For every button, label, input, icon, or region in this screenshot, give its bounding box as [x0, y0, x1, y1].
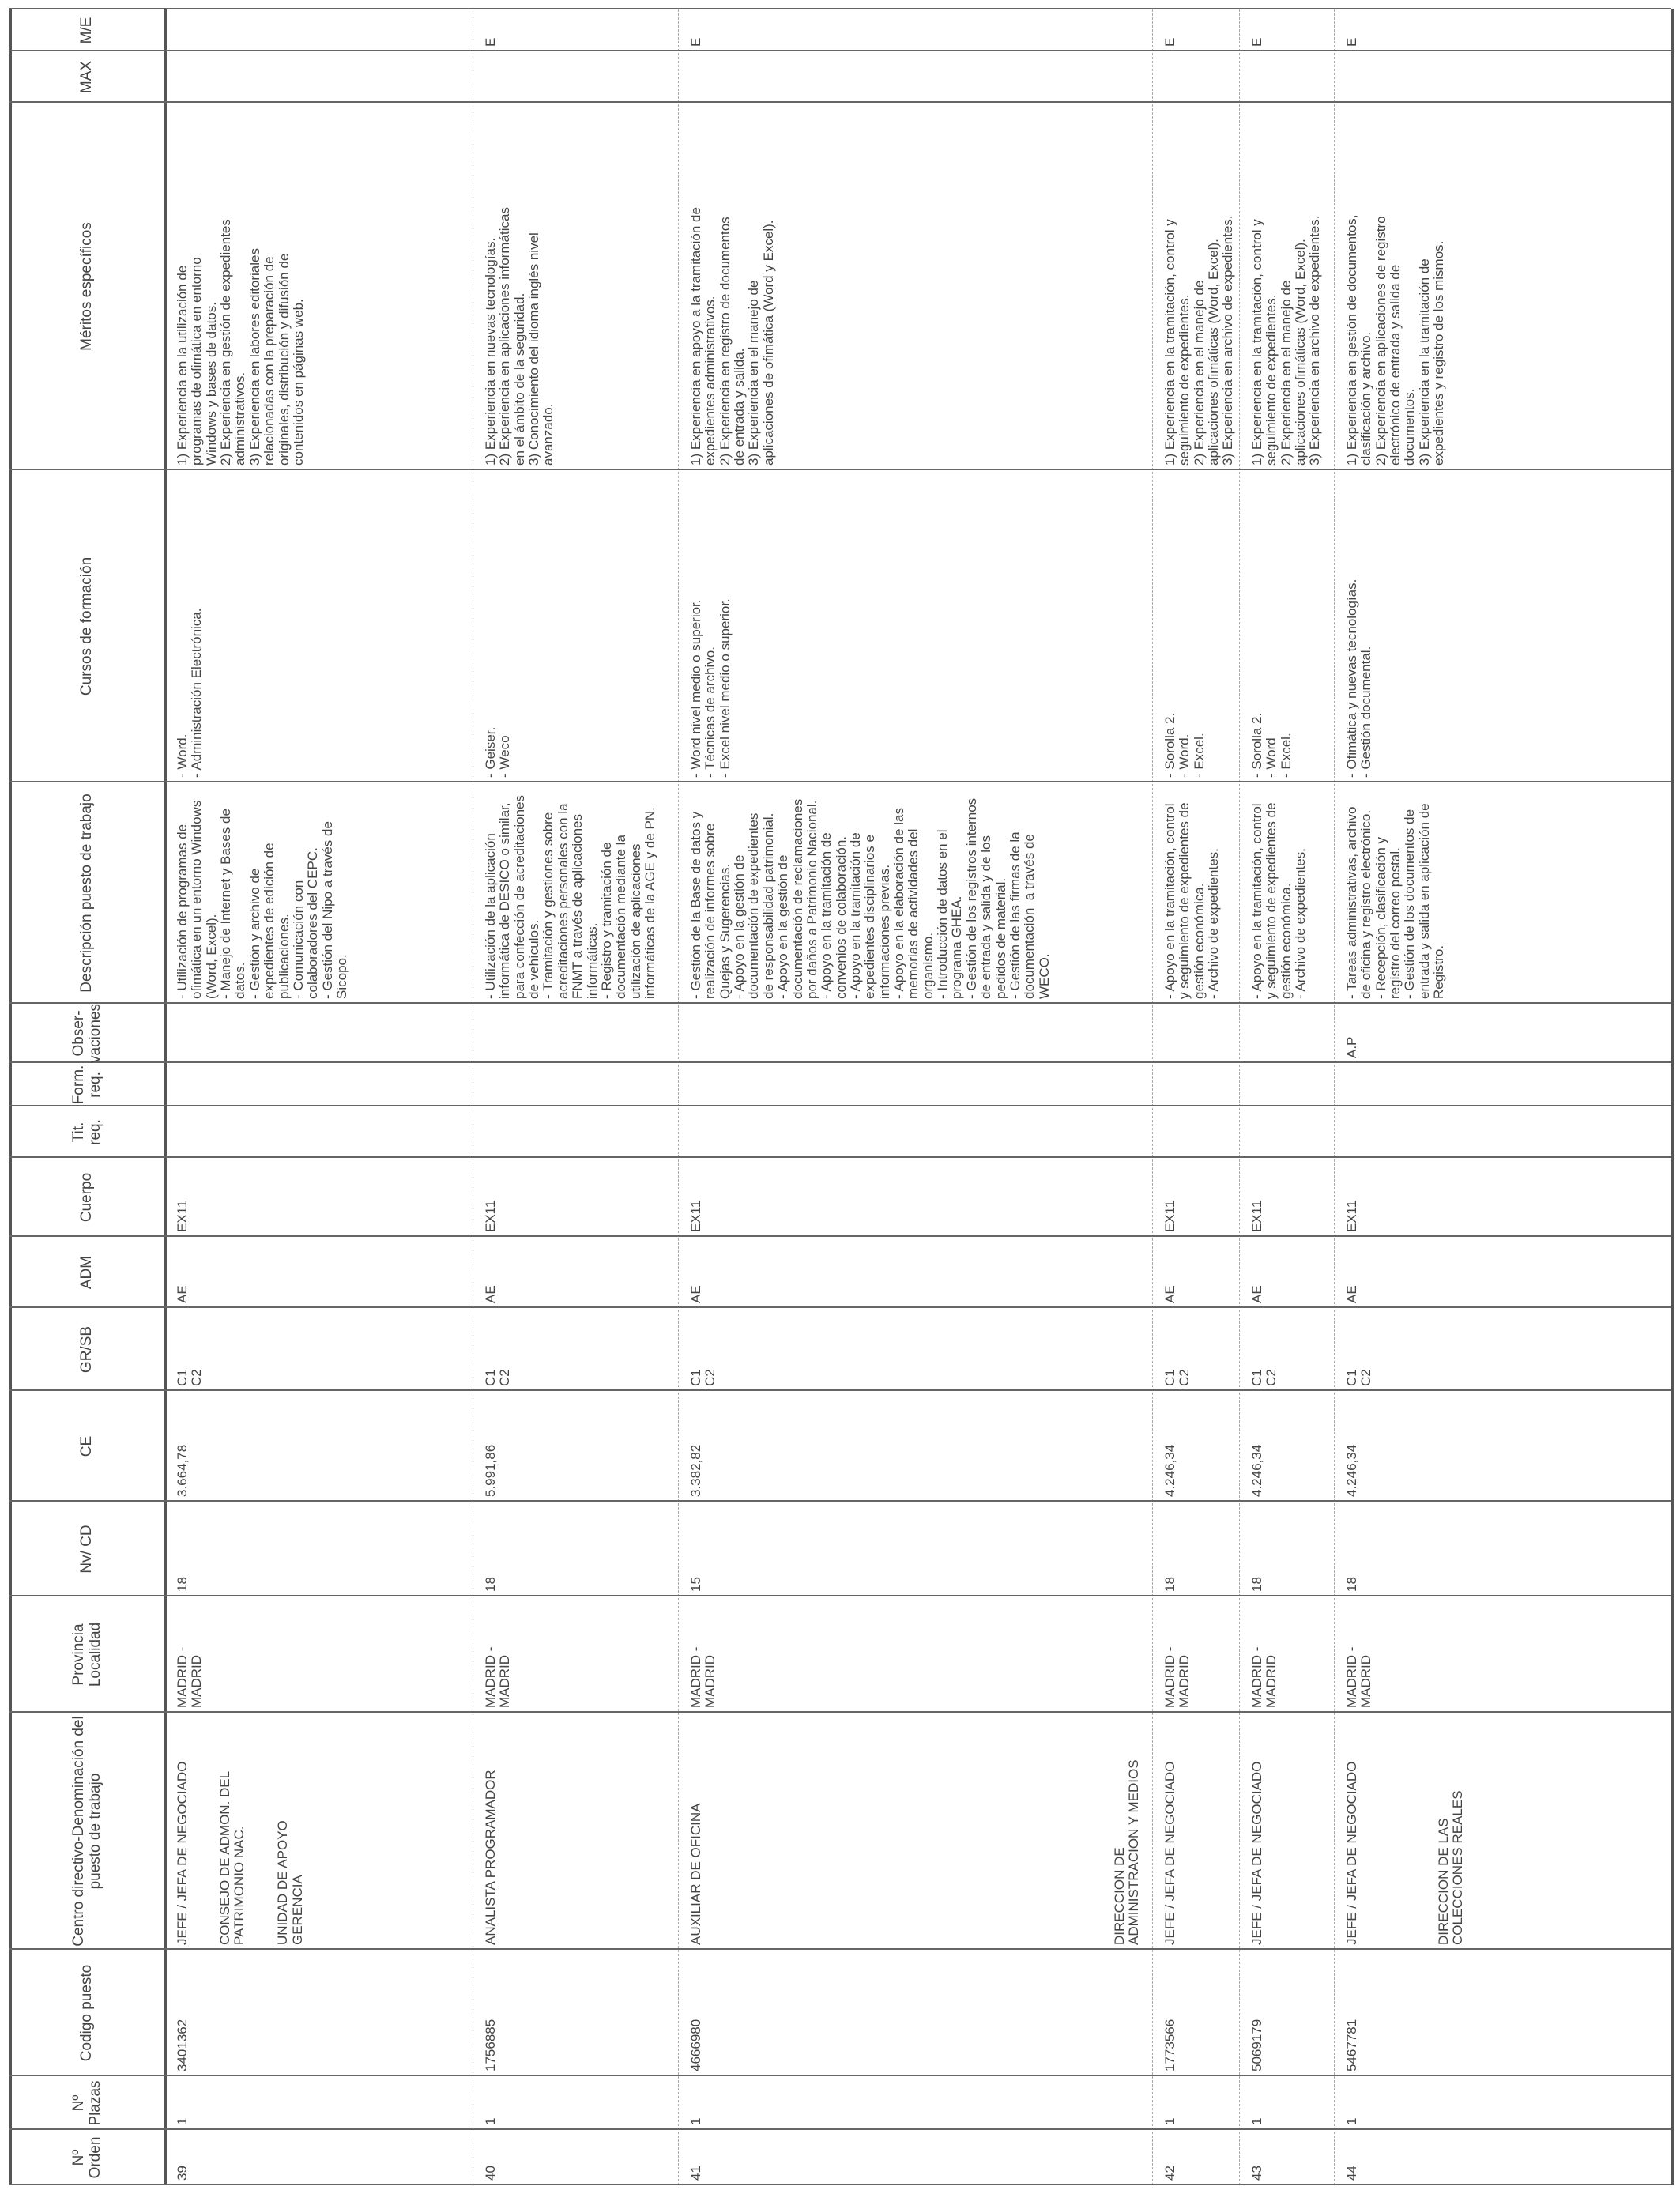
cell-nivel: 18: [1344, 1577, 1359, 1592]
cell-adm: AE: [1162, 1285, 1177, 1303]
header-plazas: Nº Plazas: [70, 2080, 104, 2126]
cell-grupo: C1 C2: [483, 1369, 513, 1386]
cell-cursos: - Ofimática y nuevas tecnologías. - Gestión documental.: [1344, 579, 1374, 778]
header-bottom-border: [164, 9, 167, 2185]
header-adm: ADM: [78, 1255, 96, 1290]
cell-descripcion: - Apoyo en la tramitación, control y seguimiento de expedientes de gestión económica. - Archivo de expedientes.: [1249, 802, 1309, 999]
cell-codigo: 5069179: [1249, 2019, 1264, 2071]
column-divider: [9, 1595, 1671, 1596]
cell-cursos: - Word nivel medio o superior. - Técnicas de archivo. - Excel nivel medio o superior.: [688, 598, 733, 778]
cell-orden: 39: [175, 2166, 190, 2181]
header-obs: Obser-vaciones: [70, 1003, 104, 1063]
header-centro: Centro directivo-Denominación del puesto de trabajo: [70, 1716, 104, 1947]
column-divider: [9, 2184, 1671, 2185]
cell-me: E: [1162, 37, 1177, 47]
cell-meritos: 1) Experiencia en la tramitación, control y seguimiento de expedientes. 2) Experiencia en el manejo de aplicaciones ofimáticas (Word, Excel). 3) Experiencia en archivo de expedientes.: [1162, 215, 1236, 466]
cell-cursos: - Sorolla 2. - Word. - Excel.: [1162, 712, 1207, 778]
column-divider: [9, 101, 1671, 103]
cell-descripcion: - Gestión de la Base de datos y realización de informes sobre Quejas y Sugerencias. - Apoyo en la gestión de documentación de expedientes de responsabilidad patrimonial. - Apoyo en la gestión de documentación de reclamaciones por daños a Patrimonio Nacional. - Apoyo en la tramitación de convenios de colaboración. - Apoyo en la tramitación de expedientes disciplinarios e informaciones previas. - Apoyo en la elaboración de las memorias de actividades del organismo. - Introducción de datos en el programa GHEA. - Gestión de los registros internos de entrada y salida y de los pedidos de material. - Gestión de las firmas de la documentación a través de WECO.: [688, 797, 1052, 999]
cell-descripcion: - Tareas administrativas, archivo de oficina y registro electrónico. - Recepción, clasificación y registro del correo postal. - Gestión de los documentos de entrada y salida en aplicación de Registro.: [1344, 803, 1447, 999]
cell-grupo: C1 C2: [1344, 1369, 1374, 1386]
column-divider: [9, 50, 1671, 51]
cell-me: E: [483, 37, 498, 47]
cell-descripcion: - Apoyo en la tramitación, control y seguimiento de expedientes de gestión económica. - Archivo de expedientes.: [1162, 802, 1222, 999]
table-bottom-border: [1671, 9, 1674, 2185]
cell-nivel: 18: [1249, 1577, 1264, 1592]
cell-cursos: - Word. - Administración Electrónica.: [175, 608, 205, 778]
table-top-border: [9, 9, 12, 2185]
column-divider: [9, 1500, 1671, 1502]
cell-me: E: [1344, 37, 1359, 47]
cell-adm: AE: [1249, 1285, 1264, 1303]
cell-codigo: 1756885: [483, 2019, 498, 2071]
header-cursos: Cursos de formación: [78, 556, 96, 696]
cell-plazas: 1: [175, 2117, 190, 2125]
cell-me: E: [688, 37, 703, 47]
cell-plazas: 1: [1249, 2117, 1264, 2125]
cell-puesto: AUXILIAR DE OFICINA: [688, 1803, 703, 1945]
column-divider: [9, 1235, 1671, 1237]
header-cuerpo: Cuerpo: [78, 1172, 96, 1223]
column-divider: [9, 1002, 1671, 1004]
cell-cuerpo: EX11: [688, 1200, 703, 1232]
cell-meritos: 1) Experiencia en la utilización de programas de ofimática en entorno Windows y bases de datos. 2) Experiencia en gestión de expedientes administrativos. 3) Experiencia en labores editoriales relacionadas con la preparación de originales, distribución y difusión de contenidos en páginas web.: [175, 219, 306, 466]
cell-cuerpo: EX11: [1249, 1200, 1264, 1232]
cell-meritos: 1) Experiencia en apoyo a la tramitación de expedientes administrativos. 2) Experiencia en registro de documentos de entrada y salida. 3) Experiencia en el manejo de aplicaciones de ofimática (Word y Excel).: [688, 207, 776, 466]
cell-cuerpo: EX11: [1344, 1200, 1359, 1232]
cell-adm: AE: [483, 1285, 498, 1303]
header-form: Form. req.: [70, 1065, 104, 1105]
cell-nivel: 18: [175, 1577, 190, 1592]
cell-puesto: JEFE / JEFA DE NEGOCIADO: [1249, 1761, 1264, 1945]
cell-adm: AE: [688, 1285, 703, 1303]
header-tit: Tit. req.: [70, 1119, 104, 1145]
cell-me: E: [1249, 37, 1264, 47]
cell-plazas: 1: [1344, 2117, 1359, 2125]
cell-provincia: MADRID - MADRID: [1249, 1646, 1279, 1708]
cell-cuerpo: EX11: [1162, 1200, 1177, 1232]
centro-directivo-title: DIRECCION DE LAS COLECCIONES REALES: [1436, 1790, 1466, 1945]
cell-orden: 41: [688, 2166, 703, 2181]
cell-nivel: 15: [688, 1577, 703, 1592]
header-codigo: Codigo puesto: [78, 1964, 96, 2062]
cell-plazas: 1: [688, 2117, 703, 2125]
cell-puesto: JEFE / JEFA DE NEGOCIADO: [1344, 1761, 1359, 1945]
cell-obs: A.P: [1344, 1036, 1359, 1058]
header-descripcion: Descripción puesto de trabajo: [78, 794, 96, 993]
cell-codigo: 5467781: [1344, 2019, 1359, 2071]
column-divider: [9, 1105, 1671, 1106]
header-nivel: Nv/ CD: [78, 1525, 96, 1574]
cell-nivel: 18: [483, 1577, 498, 1592]
cell-ce: 3.664,78: [175, 1444, 190, 1497]
column-divider: [9, 1389, 1671, 1391]
cell-plazas: 1: [483, 2117, 498, 2125]
header-orden: Nº Orden: [70, 2136, 104, 2179]
cell-provincia: MADRID - MADRID: [483, 1646, 513, 1708]
column-divider: [9, 1306, 1671, 1308]
cell-orden: 42: [1162, 2166, 1177, 2181]
column-divider: [9, 2075, 1671, 2076]
cell-ce: 3.382,82: [688, 1444, 703, 1497]
column-divider: [9, 781, 1671, 782]
cell-nivel: 18: [1162, 1577, 1177, 1592]
column-divider: [9, 469, 1671, 470]
row-divider: [1334, 9, 1335, 2185]
cell-puesto: ANALISTA PROGRAMADOR: [483, 1770, 498, 1945]
cell-meritos: 1) Experiencia en la tramitación, control y seguimiento de expedientes. 2) Experiencia en el manejo de aplicaciones ofimáticas (Word, Excel). 3) Experiencia en archivo de expedientes.: [1249, 215, 1323, 466]
cell-cursos: - Geiser. - Weco: [483, 726, 513, 778]
cell-grupo: C1 C2: [175, 1369, 205, 1386]
cell-provincia: MADRID - MADRID: [688, 1646, 718, 1708]
cell-grupo: C1 C2: [688, 1369, 718, 1386]
cell-puesto: JEFE / JEFA DE NEGOCIADO: [1162, 1761, 1177, 1945]
header-grupo: GR/SB: [78, 1325, 96, 1374]
header-meritos: Méritos específicos: [78, 222, 96, 351]
cell-ce: 4.246,34: [1162, 1444, 1177, 1497]
cell-ce: 5.991,86: [483, 1444, 498, 1497]
cell-adm: AE: [175, 1285, 190, 1303]
cell-orden: 43: [1249, 2166, 1264, 2181]
cell-descripcion: - Utilización de programas de ofimática en un entorno Windows (Word, Excel). - Manejo de Internet y Bases de datos. - Gestión y archivo de expedientes de edición de publicaciones. - Comunicación con colaboradores del CEPC. - Gestión del Nipo a través de Sicopo.: [175, 800, 349, 999]
header-provincia: Provincia Localidad: [70, 1622, 104, 1687]
cell-puesto: JEFE / JEFA DE NEGOCIADO: [175, 1761, 190, 1945]
column-divider: [9, 1711, 1671, 1713]
cell-provincia: MADRID - MADRID: [175, 1646, 205, 1708]
header-ce: CE: [78, 1435, 96, 1457]
cell-grupo: C1 C2: [1162, 1369, 1192, 1386]
column-divider: [9, 2128, 1671, 2130]
centro-directivo-title: CONSEJO DE ADMON. DEL PATRIMONIO NAC. UNIDAD DE APOYO GERENCIA: [217, 1770, 305, 1945]
cell-cuerpo: EX11: [483, 1200, 498, 1232]
cell-ce: 4.246,34: [1249, 1444, 1264, 1497]
column-divider: [9, 8, 1671, 9]
column-divider: [9, 1948, 1671, 1950]
cell-orden: 44: [1344, 2166, 1359, 2181]
cell-descripcion: - Utilización de la aplicación informática de DESICO o similar, para confección de acreditaciones de vehículos. - Tramitación y gestiones sobre acreditaciones personales con la FNMT a través de aplicaciones informáticas. - Registro y tramitación de documentación mediante la utilización de aplicaciones informáticas de la AGE y de PN.: [483, 795, 657, 999]
cell-codigo: 1773566: [1162, 2019, 1177, 2071]
header-me: M/E: [78, 17, 96, 44]
cell-ce: 4.246,34: [1344, 1444, 1359, 1497]
cell-grupo: C1 C2: [1249, 1369, 1279, 1386]
centro-directivo-title: DIRECCION DE ADMINISTRACION Y MEDIOS: [1112, 1759, 1142, 1945]
cell-provincia: MADRID - MADRID: [1344, 1646, 1374, 1708]
row-divider: [1239, 9, 1240, 2185]
row-divider: [1152, 9, 1153, 2185]
column-divider: [9, 1156, 1671, 1158]
cell-plazas: 1: [1162, 2117, 1177, 2125]
header-max: MAX: [78, 60, 96, 94]
cell-meritos: 1) Experiencia en gestión de documentos, clasificación y archivo. 2) Experiencia en aplicaciones de registro electrónico de entrada y salida de documentos. 3) Experiencia en la tramitación de expedientes y registro de los mismos.: [1344, 214, 1447, 466]
cell-meritos: 1) Experiencia en nuevas tecnologías. 2) Experiencia en aplicaciones informáticas en el ámbito de la seguridad. 3) Conocimiento del idioma inglés nivel avanzado.: [483, 207, 556, 466]
cell-orden: 40: [483, 2166, 498, 2181]
cell-adm: AE: [1344, 1285, 1359, 1303]
cell-provincia: MADRID - MADRID: [1162, 1646, 1192, 1708]
cell-codigo: 4666980: [688, 2019, 703, 2071]
column-divider: [9, 1061, 1671, 1063]
row-divider: [678, 9, 679, 2185]
cell-cursos: - Sorolla 2. - Word - Excel.: [1249, 712, 1294, 778]
cell-cuerpo: EX11: [175, 1200, 190, 1232]
cell-codigo: 3401362: [175, 2019, 190, 2071]
